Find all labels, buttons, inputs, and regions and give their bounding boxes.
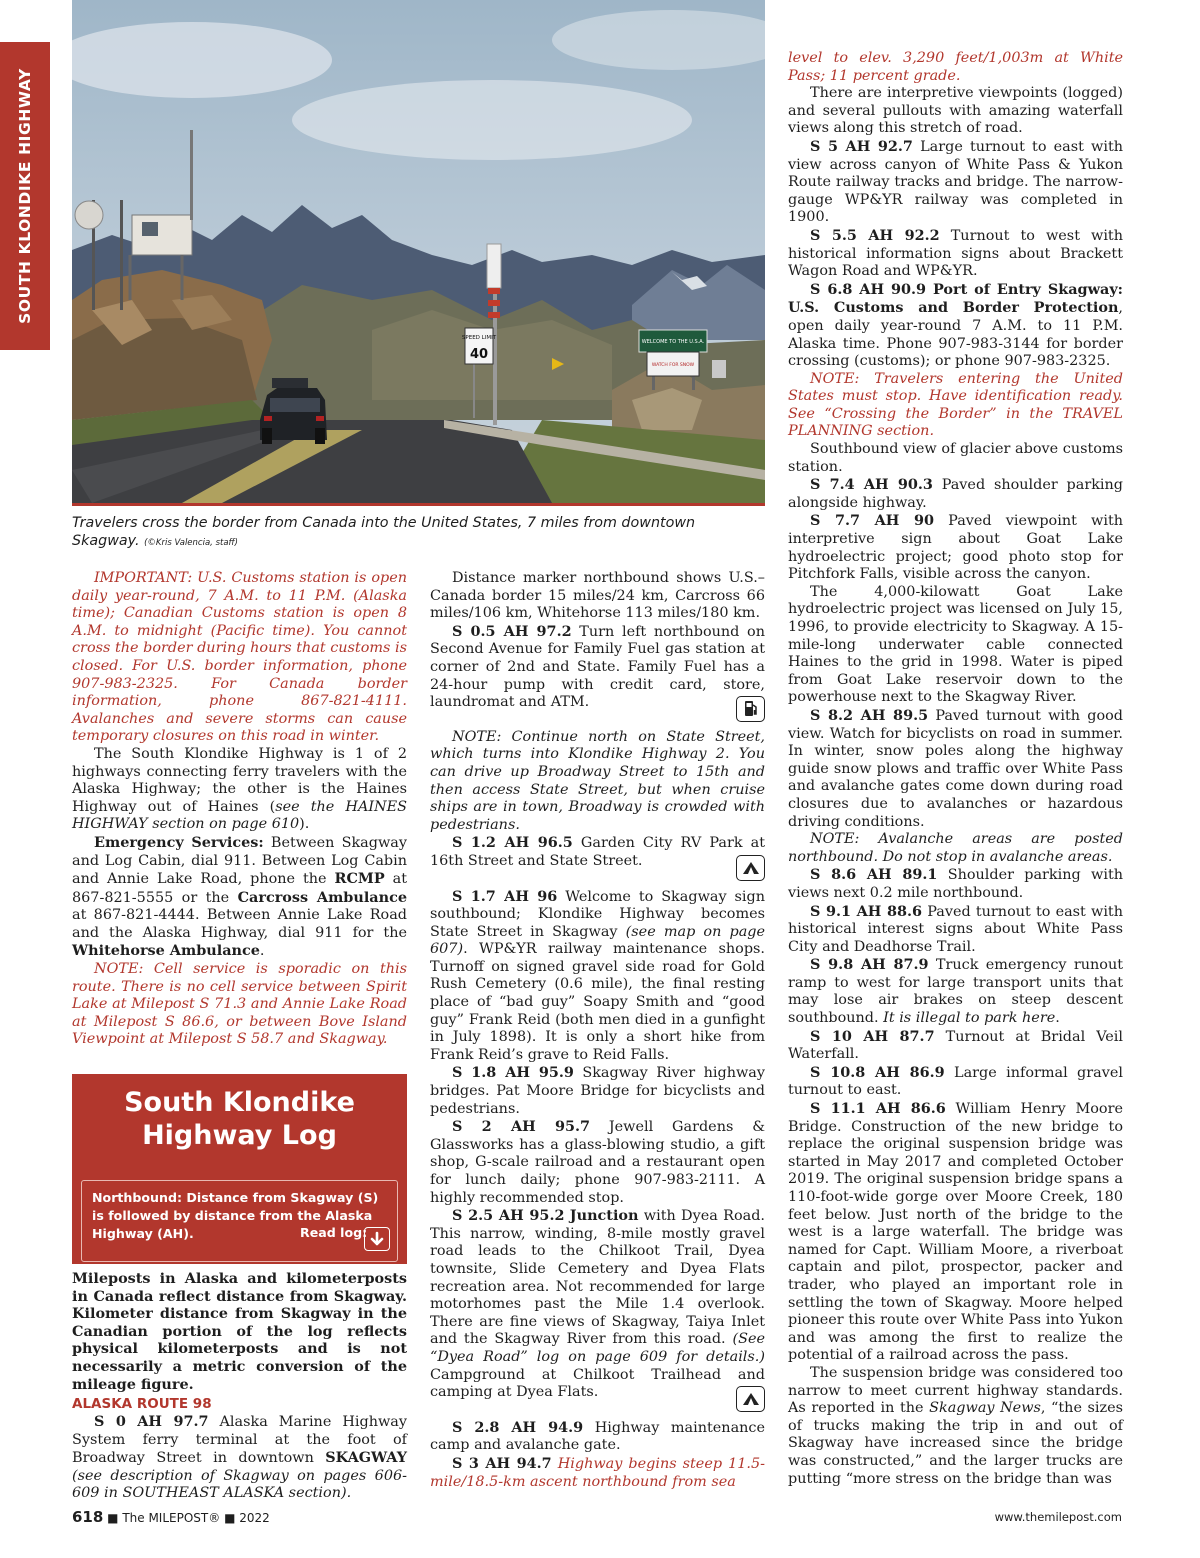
- footer-separator: ■: [224, 1511, 236, 1525]
- down-arrow-icon: [364, 1227, 390, 1251]
- footer-separator: ■: [107, 1511, 119, 1525]
- photo-accent-rule: [72, 503, 765, 506]
- column-1: [72, 570, 407, 1049]
- column-3: [788, 50, 1123, 1488]
- publication-name: The MILEPOST®: [122, 1511, 221, 1525]
- column-2: [430, 570, 765, 1491]
- log-entry-s0: S 0 AH 97.7 Alaska Marine Highway System ferry terminal at the foot of Broadway Street in downtown SKAGWAY (see description of Skagway on pages 606-609 in SOUTHEAST ALASKA section).: [72, 1413, 407, 1502]
- log-entry-s11-1: S 11.1 AH 86.6 William Henry Moore Bridge. Construction of the new bridge to replace the original suspension bridge was started in May 2017 and completed October 2019. The original suspension bridge spans a 110-foot-wide gorge over Moore Creek, 180 feet below. Just north of the bridge to the west is a large waterfall. The bridge was named for Capt. William Moore, a riverboat captain and pilot, prospector, packer and trader, who played an important role in settling the town of Skagway. Moore helped pioneer this route over White Pass into Yukon and was among the first to realize the potential of a railroad across the pass.: [788, 1100, 1123, 1364]
- log-entry-s2-5: S 2.5 AH 95.2 Junction with Dyea Road. This narrow, winding, 8-mile mostly gravel road leads to the Chilkoot Trail, Dyea townsite, Slide Cemetery and Dyea Flats recreation area. Not recommended for large motorhomes past the Mile 1.4 overlook. There are fine views of Skagway, Taiya Inlet and the Skagway River from this road. (See “Dyea Road” log on page 609 for details.) Campground at Chilkoot Trailhead and camping at Dyea Flats.: [430, 1207, 765, 1402]
- goat-lake-paragraph: The 4,000-kilowatt Goat Lake hydroelectric project was licensed on July 15, 1996, to provide electricity to Skagway. A 15-mile-long underwater cable connected Haines to the grid in 1998. Water is piped from Goat Lake reservoir down to the powerhouse next to the Skagway River.: [788, 583, 1123, 706]
- emergency-paragraph: Emergency Services: Between Skagway and Log Cabin, dial 911. Between Log Cabin and Annie Lake Road, phone the RCMP at 867-821-5555 or the Carcross Ambulance at 867-821-4444. Between Annie Lake Road and the Alaska Highway, dial 911 for the Whitehorse Ambulance.: [72, 833, 407, 960]
- haines-reference: see the HAINES HIGHWAY section on page 610: [72, 798, 407, 833]
- photo-credit: (©Kris Valencia, staff): [144, 538, 238, 548]
- mileposts-explanation: Mileposts in Alaska and kilometerposts in Canada reflect distance from Skagway. Kilometer distance from Skagway in the Canadian portion of the log reflects physical kilometerposts and is not necessarily a metric conversion of the mileage figure.: [72, 1270, 407, 1393]
- log-entry-s8-2: S 8.2 AH 89.5 Paved turnout with good view. Watch for bicyclists on road in summer. In winter, snow poles along the highway guide snow plows and traffic over White Pass and avalanche gates come down during road closures due to avalanches or hazardous driving conditions.: [788, 706, 1123, 830]
- caption-text: Travelers cross the border from Canada into the United States, 7 miles from downtown Skagway.: [72, 515, 696, 549]
- page-number: 618: [72, 1508, 104, 1526]
- page-footer: [72, 1508, 270, 1526]
- log-entry-s9-8: S 9.8 AH 87.9 Truck emergency runout ramp to west for large transport units that may lose air brakes on steep descent southbound. It is illegal to park here.: [788, 956, 1123, 1027]
- campground-icon: [736, 855, 765, 881]
- interpretive-paragraph: There are interpretive viewpoints (logged) and several pullouts with amazing waterfall views along this stretch of road.: [788, 85, 1123, 137]
- log-note-text: Northbound: Distance from Skagway (S) is followed by distance from the Alaska Highway (AH).: [92, 1190, 379, 1241]
- log-title: South Klondike Highway Log: [124, 1087, 355, 1151]
- log-entry-s7-4: S 7.4 AH 90.3 Paved shoulder parking alongside highway.: [788, 476, 1123, 511]
- state-street-note: NOTE: Continue north on State Street, which turns into Klondike Highway 2. You can drive up Broadway Street to 15th and then access State Street, but when cruise ships are in town, Broadway is crowded with pedestrians.: [430, 728, 765, 833]
- log-entry-s5: S 5 AH 92.7 Large turnout to east with view across canyon of White Pass & Yukon Route railway tracks and bridge. The narrow-gauge WP&YR railway was completed in 1900.: [788, 137, 1123, 226]
- intro-paragraph: The South Klondike Highway is 1 of 2 highways connecting ferry travelers with the Alaska Highway; the other is the Haines Highway out of Haines (see the HAINES HIGHWAY section on page 610).: [72, 745, 407, 833]
- glacier-paragraph: Southbound view of glacier above customs station.: [788, 441, 1123, 475]
- cell-service-note: NOTE: Cell service is sporadic on this route. There is no cell service between Spirit Lake at Milepost S 71.3 and Annie Lake Road at Milepost S 86.6, or between Bove Island Viewpoint at Milepost S 58.7 and Skagway.: [72, 961, 407, 1048]
- section-side-tab: [0, 42, 50, 350]
- log-entry-s1-2: S 1.2 AH 96.5 Garden City RV Park at 16th Street and State Street.: [430, 834, 765, 870]
- side-tab-label: SOUTH KLONDIKE HIGHWAY: [16, 68, 34, 324]
- route-heading: ALASKA ROUTE 98: [72, 1396, 212, 1412]
- log-entry-s0-5: S 0.5 AH 97.2 Turn left northbound on Second Avenue for Family Fuel gas station at corner of 2nd and State. Family Fuel has a 24-hour pump with credit card, store, laundromat and ATM.: [430, 623, 765, 712]
- publication-year: 2022: [239, 1511, 270, 1525]
- speed-sign-value: 40: [469, 347, 489, 362]
- photo-caption: [72, 514, 765, 552]
- log-entry-s2-8: S 2.8 AH 94.9 Highway maintenance camp and avalanche gate.: [430, 1418, 765, 1454]
- log-entry-s2: S 2 AH 95.7 Jewell Gardens & Glassworks has a glass-blowing studio, a gift shop, G-scale railroad and a restaurant open for lunch daily; phone 907-983-2111. A highly recommended stop.: [430, 1118, 765, 1206]
- avalanche-note: NOTE: Avalanche areas are posted northbound. Do not stop in avalanche areas.: [788, 831, 1123, 865]
- log-entry-s7-7: S 7.7 AH 90 Paved viewpoint with interpretive sign about Goat Lake hydroelectric project; good photo stop for Pitchfork Falls, visible across the canyon.: [788, 512, 1124, 583]
- log-direction-note: [81, 1180, 398, 1262]
- log-entry-s5-5: S 5.5 AH 92.2 Turnout to west with historical information signs about Brackett Wagon Road and WP&YR.: [788, 226, 1123, 280]
- log-entry-s1-8: S 1.8 AH 95.9 Skagway River highway bridges. Pat Moore Bridge for bicyclists and pedestrians.: [430, 1064, 765, 1117]
- log-entry-s1-7: S 1.7 AH 96 Welcome to Skagway sign southbound; Klondike Highway becomes State Street in Skagway (see map on page 607). WP&YR railway maintenance shops. Turnoff on signed gravel side road for Gold Rush Cemetery (0.6 mile), the final resting place of “bad guy” Soapy Smith and “good guy” Frank Reid (both men died in a gunfight in July 1898). It is only a short hike from Frank Reid’s grave to Reid Falls.: [430, 887, 765, 1063]
- suspension-bridge-paragraph: The suspension bridge was considered too narrow to meet current highway standards. As reported in the Skagway News, “the sizes of trucks making the trip in and out of Skagway have increased since the bridge was constructed,” and the larger trucks are putting “more stress on the bridge than was: [788, 1364, 1123, 1487]
- log-entry-s8-6: S 8.6 AH 89.1 Shoulder parking with views next 0.2 mile northbound.: [788, 866, 1123, 901]
- log-entry-s9-1: S 9.1 AH 88.6 Paved turnout to east with historical interest signs about White Pass City and Deadhorse Trail.: [788, 902, 1123, 955]
- campground-icon: [736, 1386, 765, 1412]
- important-notice: IMPORTANT: U.S. Customs station is open daily year-round, 7 A.M. to 11 P.M. (Alaska time); Canadian Customs station is open 8 A.M. to midnight (Pacific time). You cannot cross the border during hours that customs is closed. For U.S. border information, phone 907-983-2325. For Canada border information, phone 867-821-4111. Avalanches and severe storms can cause temporary closures on this road in winter.: [72, 570, 407, 745]
- fuel-pump-icon: [736, 696, 765, 722]
- travelers-note: NOTE: Travelers entering the United States must stop. Have identification ready. See “Crossing the Border” in the TRAVEL PLANNING section.: [788, 370, 1123, 440]
- speed-sign-label: SPEED LIMIT: [461, 335, 497, 341]
- distance-marker: Distance marker northbound shows U.S.–Canada border 15 miles/24 km, Carcross 66 miles/106 km, Whitehorse 113 miles/180 km.: [430, 570, 765, 622]
- highway-log-box: [72, 1074, 407, 1264]
- log-entry-s6-8: S 6.8 AH 90.9 Port of Entry Skagway: U.S. Customs and Border Protection, open daily year-round 7 A.M. to 11 P.M. Alaska time. Phone 907-983-3144 for border crossing (customs); or phone 907-983-2325.: [788, 280, 1123, 370]
- ascent-continued: level to elev. 3,290 feet/1,003m at White Pass; 11 percent grade.: [788, 50, 1123, 84]
- log-entry-s10-8: S 10.8 AH 86.9 Large informal gravel turnout to east.: [788, 1063, 1123, 1099]
- log-entry-s10: S 10 AH 87.7 Turnout at Bridal Veil Waterfall.: [788, 1027, 1123, 1063]
- log-entry-s3: S 3 AH 94.7 Highway begins steep 11.5-mile/18.5-km ascent northbound from sea: [430, 1454, 765, 1490]
- read-log-label: Read log:: [300, 1225, 368, 1240]
- website-url: www.themilepost.com: [994, 1510, 1122, 1524]
- border-crossing-photo: [72, 0, 765, 503]
- welcome-sign-text: WELCOME TO THE U.S.A.: [641, 339, 705, 345]
- watch-sign-text: WATCH FOR SNOW: [651, 363, 695, 368]
- column-1-log: [72, 1413, 407, 1503]
